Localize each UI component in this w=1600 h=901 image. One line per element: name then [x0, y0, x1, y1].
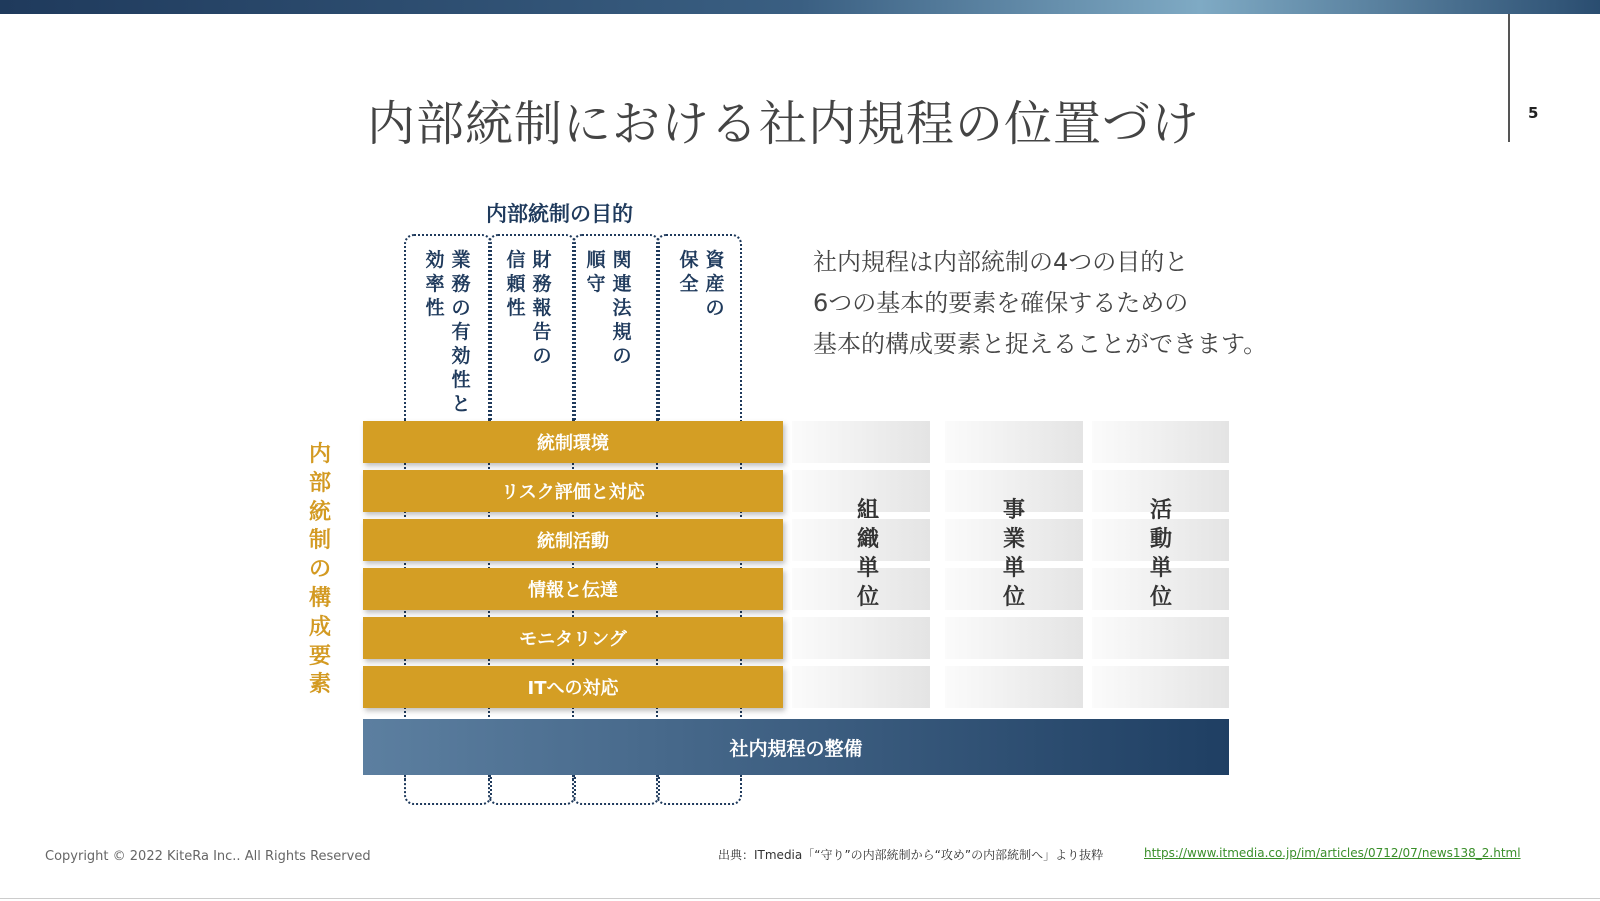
purpose-1-line1: 業務の有効性と: [451, 249, 471, 415]
purpose-frame-bottom-3: [572, 775, 660, 805]
description-line-2: 6つの基本的要素を確保するための: [813, 289, 1189, 317]
unit-label-business: 事業単位: [1002, 498, 1025, 610]
purpose-3-line1: 関連法規の: [612, 249, 632, 367]
description: [813, 242, 1267, 365]
unit-2-cell-1: [945, 421, 1083, 463]
source-citation: 出典：ITmedia「“守り”の内部統制から“攻め”の内部統制へ」より抜粋: [718, 848, 1104, 862]
unit-label-organization: 組織単位: [856, 498, 879, 610]
source-link[interactable]: https://www.itmedia.co.jp/im/articles/0712/07/news138_2.html: [1144, 846, 1521, 860]
purpose-2-line1: 財務報告の: [532, 249, 552, 367]
component-bar-4: 情報と伝達: [363, 568, 783, 610]
purpose-frame-bottom-4: [656, 775, 742, 805]
top-accent-bar: [0, 0, 1600, 14]
purpose-1-line2: 効率性: [425, 249, 445, 319]
components-side-label: 内部統制の構成要素: [308, 442, 331, 698]
unit-label-activity: 活動単位: [1149, 498, 1172, 610]
header-divider: [1508, 14, 1510, 142]
component-bar-6: ITへの対応: [363, 666, 783, 708]
footer-divider: [0, 898, 1600, 899]
component-bar-3: 統制活動: [363, 519, 783, 561]
purpose-2-line2: 信頼性: [506, 249, 526, 319]
description-line-3: 基本的構成要素と捉えることができます。: [813, 330, 1268, 358]
purpose-frame-bottom-2: [488, 775, 576, 805]
page-number: 5: [1528, 104, 1539, 122]
unit-3-cell-6: [1092, 666, 1229, 708]
unit-1-cell-5: [792, 617, 930, 659]
unit-1-cell-6: [792, 666, 930, 708]
component-bar-2: リスク評価と対応: [363, 470, 783, 512]
purpose-frame-top-1: [404, 234, 492, 422]
component-bar-5: モニタリング: [363, 617, 783, 659]
unit-3-cell-1: [1092, 421, 1229, 463]
unit-1-cell-1: [792, 421, 930, 463]
unit-2-cell-6: [945, 666, 1083, 708]
slide-title: 内部統制における社内規程の位置づけ: [367, 96, 1201, 152]
base-bar-regulations: 社内規程の整備: [363, 719, 1229, 775]
unit-3-cell-5: [1092, 617, 1229, 659]
description-line-1: 社内規程は内部統制の4つの目的と: [813, 248, 1189, 276]
purposes-heading: 内部統制の目的: [486, 202, 633, 226]
unit-2-cell-5: [945, 617, 1083, 659]
purpose-4-line1: 資産の: [705, 249, 725, 319]
component-bar-1: 統制環境: [363, 421, 783, 463]
purpose-3-line2: 順守: [586, 249, 606, 295]
copyright: Copyright © 2022 KiteRa Inc.. All Rights Reserved: [45, 849, 371, 864]
purpose-frame-bottom-1: [404, 775, 492, 805]
purpose-4-line2: 保全: [679, 249, 699, 295]
